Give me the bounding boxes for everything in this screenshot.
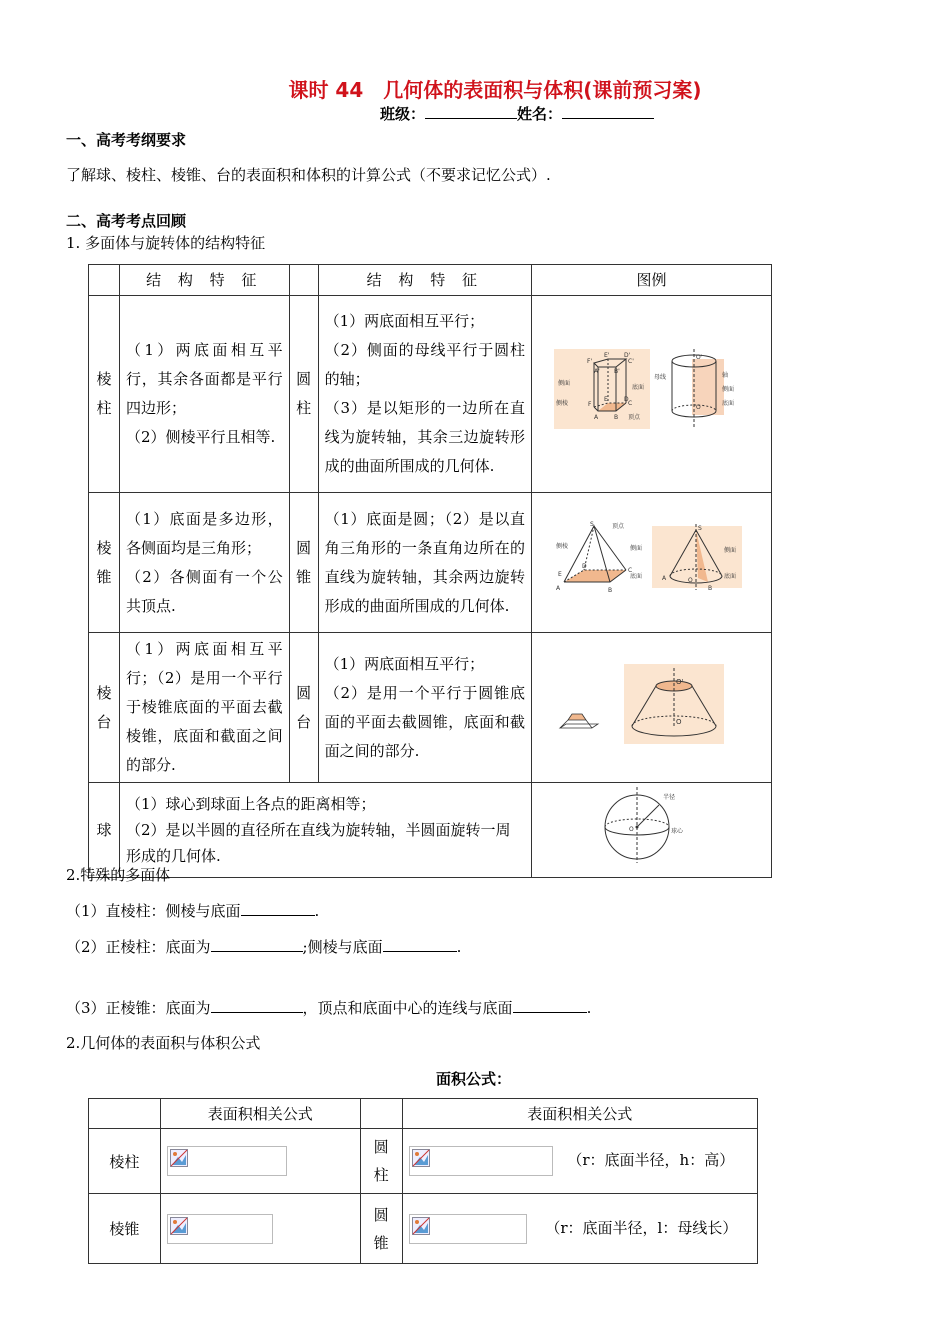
cone-frustum-features: （1）两底面相互平行； （2）是用一个平行于圆锥底面的平面去截圆锥，底面和截面之间的部分. — [318, 633, 531, 783]
broken-image-icon — [412, 1217, 430, 1235]
item2-title: 2.特殊的多面体 — [66, 866, 171, 884]
label-radius: 半径 — [662, 794, 675, 801]
label-frustum-O: O — [675, 717, 682, 726]
header-feature-2: 结 构 特 征 — [318, 265, 531, 296]
t2-header-b: 表面积相关公式 — [402, 1099, 757, 1129]
label-cyl-side: 侧面 — [721, 386, 734, 393]
label-frustum-O1: O' — [675, 677, 683, 686]
label-B: B — [613, 414, 618, 421]
pyramid-features: （1）底面是多边形，各侧面均是三角形； （2）各侧面有一个公共顶点. — [119, 493, 289, 633]
label-cone-S: S — [697, 524, 702, 532]
prism-cylinder-illustration — [554, 349, 750, 429]
structure-table — [88, 264, 772, 878]
sphere-illustration — [597, 785, 707, 865]
label-pyr-side: 侧面 — [629, 544, 642, 552]
label-E1: E' — [603, 352, 609, 359]
t2-corner-cell-2 — [360, 1099, 402, 1129]
prism-formula-cell — [160, 1129, 360, 1194]
label-C: C — [627, 400, 632, 407]
label-D: D — [623, 396, 629, 403]
label-side-face: 侧面 — [557, 380, 570, 387]
label-cyl-base: 底面 — [721, 400, 734, 407]
prism-features: （1）两底面相互平行，其余各面都是平行四边形； （2）侧棱平行且相等. — [119, 296, 289, 493]
frustum-features: （1）两底面相互平行；（2）是用一个平行于棱锥底面的平面去截棱锥，底面和截面之间的部分. — [119, 633, 289, 783]
cylinder-formula-image — [409, 1146, 553, 1176]
pyramid-formula-image — [167, 1214, 273, 1244]
label-pyr-A: A — [555, 584, 560, 592]
label-cone-O: O — [687, 576, 693, 584]
cone-features: （1）底面是圆；（2）是以直角三角形的一条直角边所在的直线为旋转轴，其余两边旋转形成的曲面所围成的几何体. — [318, 493, 531, 633]
frustum-figure — [532, 633, 772, 783]
label-E: E — [603, 396, 608, 403]
label-base: 底面 — [631, 384, 644, 391]
regular-pyramid-text: （3）正棱锥：底面为 — [66, 999, 211, 1017]
sphere-features: （1）球心到球面上各点的距离相等； （2）是以半圆的直径所在直线为旋转轴，半圆面旋转一周形成的几何体. — [119, 783, 531, 878]
cone-formula-cell — [402, 1194, 757, 1264]
row-label-frustum: 棱台 — [89, 633, 120, 783]
item1-title: 1. 多面体与旋转体的结构特征 — [66, 234, 266, 252]
pyramid-cone-illustration — [554, 520, 750, 596]
label-cone-base: 底面 — [723, 572, 736, 580]
row-label-cylinder: 圆柱 — [289, 296, 318, 493]
label-pyr-D: D — [581, 562, 587, 570]
section1-text: 了解球、棱柱、棱锥、台的表面积和体积的计算公式（不要求记忆公式）. — [66, 166, 551, 184]
regular-prism-base-blank[interactable] — [211, 937, 303, 952]
cylinder-formula-cell — [402, 1129, 757, 1194]
row-label-sphere: 球 — [89, 783, 120, 878]
cone-formula-image — [409, 1214, 527, 1244]
cylinder-features: （1）两底面相互平行； （2）侧面的母线平行于圆柱的轴； （3）是以矩形的一边所在直线为旋转轴，其余三边旋转形成的曲面所围成的几何体. — [318, 296, 531, 493]
label-O: O — [695, 404, 701, 411]
regular-prism-end: . — [456, 938, 462, 956]
label-vertex: 顶点 — [627, 414, 640, 421]
label-O1: O' — [695, 354, 702, 361]
broken-image-icon — [170, 1217, 188, 1235]
regular-prism-text: （2）正棱柱：底面为 — [66, 938, 211, 956]
label-cone-B: B — [707, 584, 712, 592]
right-prism-blank[interactable] — [241, 901, 315, 916]
label-A: A — [593, 414, 598, 421]
t2-label-pyramid: 棱锥 — [89, 1194, 161, 1264]
special-line-2 — [66, 936, 461, 957]
special-line-3 — [66, 997, 591, 1018]
header-figure: 图例 — [532, 265, 772, 296]
label-sphere-O: O — [628, 826, 634, 833]
label-pyr-E: E — [557, 570, 562, 578]
broken-image-icon — [412, 1149, 430, 1167]
pyramid-cone-figure — [532, 493, 772, 633]
label-pyr-vertex: 顶点 — [611, 522, 624, 530]
label-lateral-edge: 侧棱 — [555, 400, 568, 407]
row-label-cone: 圆锥 — [289, 493, 318, 633]
t2-label-prism: 棱柱 — [89, 1129, 161, 1194]
sphere-figure — [532, 783, 772, 878]
item3-title: 2.几何体的表面积与体积公式 — [66, 1034, 261, 1052]
label-C1: C' — [627, 358, 634, 365]
label-pyr-B: B — [607, 586, 612, 594]
regular-pyramid-base-blank[interactable] — [211, 998, 303, 1013]
section2-heading: 二、高考考点回顾 — [66, 212, 187, 230]
label-D1: D' — [623, 352, 630, 359]
pyramid-formula-cell — [160, 1194, 360, 1264]
regular-pyramid-line-blank[interactable] — [513, 998, 587, 1013]
label-cone-A: A — [661, 574, 666, 582]
label-F: F — [587, 401, 591, 408]
t2-header-a: 表面积相关公式 — [160, 1099, 360, 1129]
class-label: 班级： — [380, 105, 426, 123]
label-pyr-C: C — [627, 566, 632, 574]
label-pyr-edge: 侧棱 — [555, 542, 568, 550]
right-prism-text: （1）直棱柱：侧棱与底面 — [66, 902, 241, 920]
label-pyr-base: 底面 — [629, 572, 642, 580]
label-F1: F' — [586, 358, 592, 365]
class-blank[interactable] — [425, 104, 517, 119]
regular-pyramid-text-2: ，顶点和底面中心的连线与底面 — [302, 999, 513, 1017]
special-line-1 — [66, 900, 319, 921]
broken-image-icon — [170, 1149, 188, 1167]
row-label-cone-frustum: 圆台 — [289, 633, 318, 783]
label-center: 球心 — [670, 828, 683, 835]
page-title: 课时 44 几何体的表面积与体积(课前预习案) — [288, 78, 702, 102]
t2-label-cone: 圆锥 — [360, 1194, 402, 1264]
cone-note: （r：底面半径，l：母线长） — [545, 1218, 738, 1237]
regular-pyramid-end: . — [586, 999, 592, 1017]
class-name-line — [380, 103, 654, 124]
frustum-illustration — [554, 658, 750, 748]
section1-heading: 一、高考考纲要求 — [66, 131, 187, 149]
regular-prism-text-2: ;侧棱与底面 — [302, 938, 383, 956]
regular-prism-edge-blank[interactable] — [383, 937, 457, 952]
label-A1: A' — [593, 368, 600, 375]
prism-formula-image — [167, 1146, 287, 1176]
label-generatrix: 母线 — [653, 374, 666, 381]
row-label-pyramid: 棱锥 — [89, 493, 120, 633]
right-prism-end: . — [314, 902, 320, 920]
area-formula-title: 面积公式： — [436, 1070, 512, 1088]
header-feature: 结 构 特 征 — [119, 265, 289, 296]
table-corner-cell — [89, 265, 120, 296]
name-blank[interactable] — [562, 104, 654, 119]
prism-cylinder-figure — [532, 296, 772, 493]
label-axis: 轴 — [721, 372, 728, 379]
name-label: 姓名： — [517, 105, 563, 123]
label-S: S — [589, 520, 594, 528]
t2-corner-cell — [89, 1099, 161, 1129]
t2-label-cylinder: 圆柱 — [360, 1129, 402, 1194]
row-label-prism: 棱柱 — [89, 296, 120, 493]
label-B1: B' — [613, 368, 620, 375]
area-formula-table — [88, 1098, 758, 1264]
label-cone-side: 侧面 — [723, 546, 736, 554]
cylinder-note: （r：底面半径，h：高） — [567, 1151, 735, 1169]
table-corner-cell-2 — [289, 265, 318, 296]
